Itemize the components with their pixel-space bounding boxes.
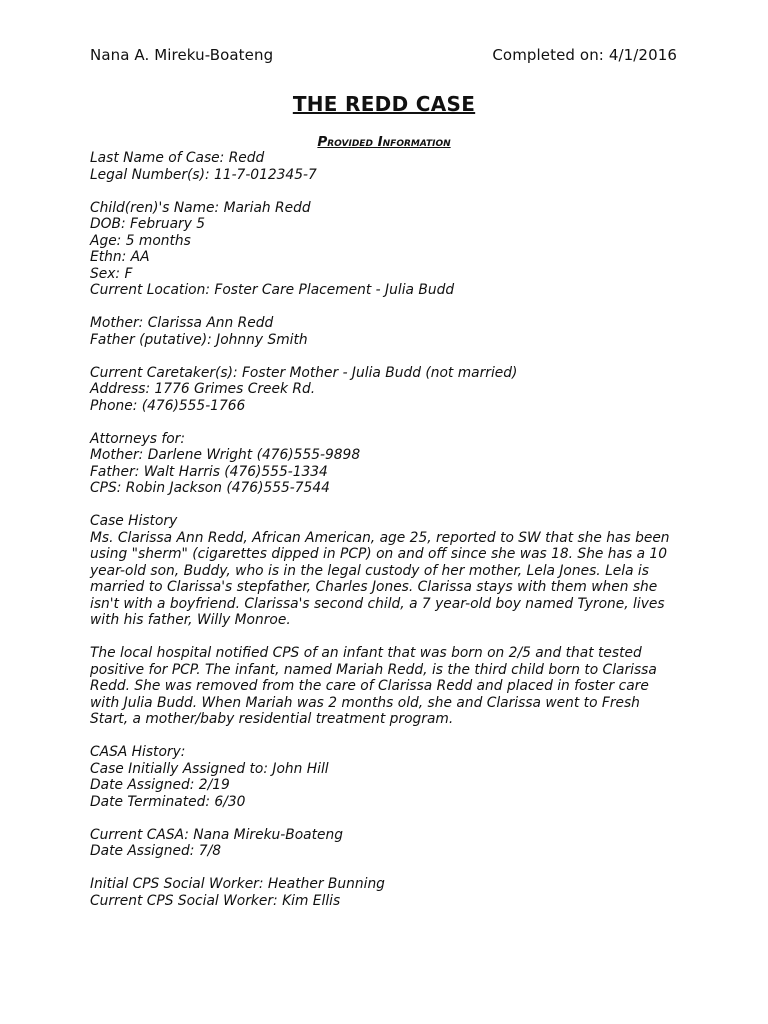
caretaker-phone: Phone: (476)555-1766: [90, 397, 246, 414]
casa-date-terminated: Date Terminated: 6/30: [90, 793, 246, 810]
section-subtitle: Provided Information: [317, 134, 451, 150]
case-history-line: The local hospital notified CPS of an infant that was born on 2/5 and that tested: [90, 645, 642, 661]
child-location: Current Location: Foster Care Placement - Julia Budd: [90, 282, 455, 298]
case-history-line: Redd. She was removed from the care of Clarissa Redd and placed in foster care: [90, 678, 649, 694]
attorney-father: Father: Walt Harris (476)555-1334: [90, 463, 328, 480]
casa-history-heading: CASA History:: [90, 744, 186, 760]
caretaker-name: Current Caretaker(s): Foster Mother - Julia Budd (not married): [90, 364, 518, 381]
case-history-line: positive for PCP. The infant, named Mariah Redd, is the third child born to Clarissa: [90, 661, 657, 678]
case-last-name: Last Name of Case: Redd: [90, 150, 265, 166]
current-casa-date-assigned: Date Assigned: 7/8: [90, 843, 221, 859]
child-sex: Sex: F: [90, 265, 133, 282]
initial-social-worker: Initial CPS Social Worker: Heather Bunning: [90, 876, 385, 892]
attorneys-heading: Attorneys for:: [90, 430, 185, 447]
child-name: Child(ren)'s Name: Mariah Redd: [90, 199, 311, 216]
case-history-line: married to Clarissa's stepfather, Charles Jones. Clarissa stays with them when she: [90, 579, 658, 595]
case-legal-number: Legal Number(s): 11-7-012345-7: [90, 166, 317, 183]
child-ethnicity: Ethn: AA: [90, 249, 150, 265]
child-dob: DOB: February 5: [90, 216, 206, 232]
author-name: Nana A. Mireku-Boateng: [90, 46, 274, 64]
case-history-line: with his father, Willy Monroe.: [90, 612, 291, 628]
case-history-line: Start, a mother/baby residential treatment program.: [90, 711, 454, 727]
current-casa-name: Current CASA: Nana Mireku-Boateng: [90, 826, 344, 843]
casa-initial-assignee: Case Initially Assigned to: John Hill: [90, 760, 329, 777]
caretaker-address: Address: 1776 Grimes Creek Rd.: [90, 381, 316, 397]
document-body: [90, 150, 680, 909]
casa-date-assigned: Date Assigned: 2/19: [90, 777, 230, 793]
case-history-line: using "sherm" (cigarettes dipped in PCP) on and off since she was 18. She has a 10: [90, 546, 667, 562]
case-history-line: with Julia Budd. When Mariah was 2 months old, she and Clarissa went to Fresh: [90, 694, 640, 711]
mother-name: Mother: Clarissa Ann Redd: [90, 315, 274, 331]
current-social-worker: Current CPS Social Worker: Kim Ellis: [90, 892, 341, 909]
completion-date: Completed on: 4/1/2016: [492, 46, 677, 64]
case-history-line: isn't with a boyfriend. Clarissa's second child, a 7 year-old boy named Tyrone, lives: [90, 595, 665, 612]
case-history-heading: Case History: [90, 513, 178, 529]
case-history-line: Ms. Clarissa Ann Redd, African American, age 25, reported to SW that she has been: [90, 529, 670, 546]
attorney-mother: Mother: Darlene Wright (476)555-9898: [90, 447, 361, 463]
father-name: Father (putative): Johnny Smith: [90, 331, 308, 348]
document-title: THE REDD CASE: [292, 92, 476, 116]
case-history-line: year-old son, Buddy, who is in the legal custody of her mother, Lela Jones. Lela is: [90, 562, 649, 579]
child-age: Age: 5 months: [90, 232, 191, 249]
attorney-cps: CPS: Robin Jackson (476)555-7544: [90, 480, 330, 496]
